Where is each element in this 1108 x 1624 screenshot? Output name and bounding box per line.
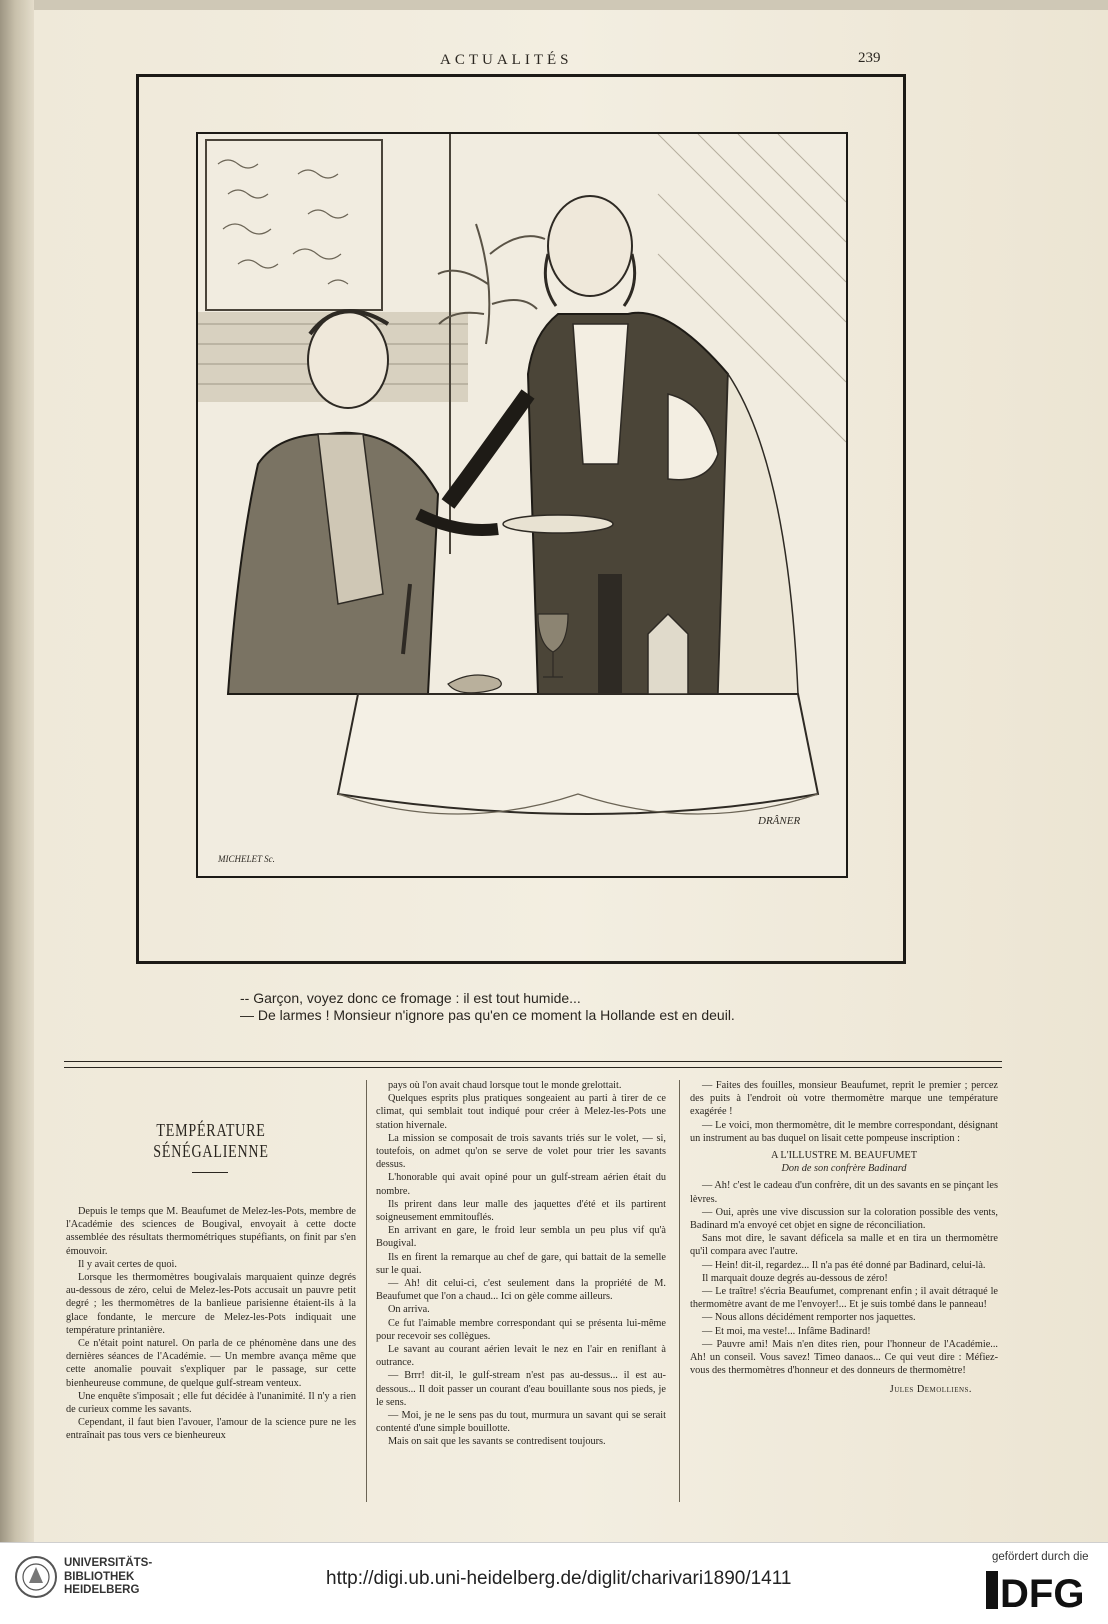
article-column-3: [690, 1079, 998, 1397]
paragraph: Ce n'était point naturel. On parla de ce phénomène dans une des dernières séances de l'Académie. — Un membre avança même que cette anomalie pouvait s'expliquer par le passage, sur cette bienheureuse commune, de quelque gulf-stream venteux.: [66, 1338, 356, 1389]
paragraph: Ils en firent la remarque au chef de gare, qui battait de la semelle sur le quai.: [376, 1251, 666, 1276]
caption-line-1: -- Garçon, voyez donc ce fromage : il est tout humide...: [240, 990, 581, 1006]
paragraph: — Moi, je ne le sens pas du tout, murmura un savant qui se serait contenté d'une simple bouillotte.: [376, 1410, 666, 1435]
paragraph: — Ah! dit celui-ci, c'est seulement dans la propriété de M. Beaufumet que l'on a chaud... Ici on gèle comme ailleurs.: [376, 1278, 666, 1303]
title-rule: [192, 1172, 228, 1173]
paragraph: On arriva.: [388, 1304, 430, 1316]
paragraph: — Brrr! dit-il, le gulf-stream n'est pas au-dessus... il est au-dessous... Il doit passer un courant d'eau bouillante sous nos pieds, je le sens.: [376, 1370, 666, 1408]
paragraph: Quelques esprits plus pratiques songeaient au parti à tirer de ce climat, qui semblait tout indiqué pour créer à Melez-les-Pots une station hivernale.: [376, 1093, 666, 1131]
book-binding-edge: [0, 0, 34, 1542]
dfg-logo: [986, 1567, 1096, 1613]
paragraph: — Le voici, mon thermomètre, dit le membre correspondant, désignant un instrument au bas duquel on lisait cette pompeuse inscription :: [690, 1119, 998, 1144]
paragraph: — Oui, après une vive discussion sur la coloration possible des vents, Badinard m'a envoyé cet objet en signe de réconciliation.: [690, 1206, 998, 1232]
caption-line-2: — De larmes ! Monsieur n'ignore pas qu'en ce moment la Hollande est en deuil.: [240, 1007, 735, 1023]
paragraph: — Nous allons décidément remporter nos jaquettes.: [702, 1312, 916, 1324]
article-column-2: [376, 1079, 666, 1449]
paragraph: Une enquête s'imposait ; elle fut décidée à l'unanimité. Il n'y a rien de curieux comme les savants.: [66, 1390, 356, 1416]
paragraph: — Et moi, ma veste!... Infâme Badinard!: [702, 1325, 871, 1337]
paragraph: Ce fut l'aimable membre correspondant qui se présenta lui-même pour recevoir ses collègues.: [376, 1317, 666, 1342]
inscription-line-2: Don de son confrère Badinard: [781, 1163, 907, 1175]
paragraph: — Faites des fouilles, monsieur Beaufumet, reprit le premier ; percez des puits à l'endroit où votre thermomètre marque une température exagérée !: [690, 1080, 998, 1118]
paragraph: Il y avait certes de quoi.: [78, 1258, 177, 1270]
paragraph: pays où l'on avait chaud lorsque tout le monde grelottait.: [388, 1080, 622, 1091]
article-title: TEMPÉRATURE SÉNÉGALIENNE: [153, 1120, 269, 1161]
paragraph: — Le traître! s'écria Beaufumet, comprenant enfin ; il avait détraqué le thermomètre avant de me l'envoyer!... Et je suis tombé dans le panneau!: [690, 1286, 998, 1311]
permalink-url[interactable]: http://digi.ub.uni-heidelberg.de/diglit/charivari1890/1411: [326, 1568, 792, 1589]
funder-text: gefördert durch die: [992, 1551, 1089, 1563]
running-title: ACTUALITÉS: [440, 52, 573, 68]
paragraph: Lorsque les thermomètres bougivalais marquaient quinze degrés au-dessous de zéro, celui de Melez-les-Pots accusait un pauvre petit degré ; les thermomètres de la banlieue parisienne étaient-ils à la glace fondante, le mercure de Melez-les-Pots indiquait une température printanière.: [66, 1272, 356, 1336]
paragraph: En arrivant en gare, le froid leur sembla un peu plus vif qu'à Bougival.: [376, 1225, 666, 1250]
column-separator-2: [679, 1080, 680, 1502]
inscription-line-1: A L'ILLUSTRE M. BEAUFUMET: [770, 1150, 917, 1162]
section-rule-top: [64, 1061, 1002, 1062]
page-number: 239: [858, 50, 881, 66]
artist-signature: DRÂNER: [758, 815, 801, 827]
svg-text:DFG: DFG: [1000, 1572, 1085, 1613]
paragraph: Depuis le temps que M. Beaufumet de Melez-les-Pots, membre de l'Académie des sciences de Bougival, envoyait à cette docte assemblée des résultats thermométriques stupéfiants, on finit par s'en émouvoir.: [66, 1206, 356, 1257]
engraver-signature: MICHELET Sc.: [218, 854, 275, 864]
university-seal-icon: [14, 1555, 58, 1599]
illustration-caption: [240, 990, 735, 1024]
illustration-engraving: [196, 132, 848, 878]
paragraph: — Hein! dit-il, regardez... Il n'a pas été donné par Badinard, celui-là.: [702, 1259, 986, 1271]
paragraph: Ils prirent dans leur malle des jaquettes d'été et ils partirent soigneusement emmitouflés.: [376, 1198, 666, 1224]
paragraph: Cependant, il faut bien l'avouer, l'amour de la science pure ne les entraînait pas tous vers ce bienheureux: [66, 1417, 356, 1442]
paragraph: L'honorable qui avait opiné pour un gulf-stream aérien était du nombre.: [376, 1172, 666, 1197]
paragraph: — Ah! c'est le cadeau d'un confrère, dit un des savants en se pinçant les lèvres.: [690, 1180, 998, 1205]
paragraph: La mission se composait de trois savants triés sur le volet, — si, toutefois, on admet qu'on se serve de volet pour trier les savants dessus.: [376, 1132, 666, 1171]
digital-library-footer: [0, 1542, 1108, 1624]
column-separator-1: [366, 1080, 367, 1502]
paragraph: Sans mot dire, le savant déficela sa malle et en tira un thermomètre qu'il compara avec l'autre.: [690, 1233, 998, 1258]
library-name: UNIVERSITÄTS- BIBLIOTHEK HEIDELBERG: [64, 1557, 153, 1596]
article-column-1: [66, 1205, 356, 1443]
section-rule-bottom: [64, 1067, 1002, 1068]
paragraph: Il marquait douze degrés au-dessous de zéro!: [702, 1272, 888, 1284]
paragraph: Le savant au courant aérien levait le nez en l'air en reniflant à outrance.: [376, 1344, 666, 1369]
paragraph: Mais on sait que les savants se contredisent toujours.: [388, 1436, 606, 1448]
paragraph: — Pauvre ami! Mais n'en dites rien, pour l'honneur de l'Académie... Ah! un conseil. Vous savez! Timeo danaos... Ce qui veut dire : Méfiez-vous des thermomètres d'honneur et des donneurs de thermomètre!: [690, 1338, 998, 1377]
engraving-drawing: [198, 134, 846, 876]
article-signature: Jules Demolliens.: [889, 1384, 972, 1396]
